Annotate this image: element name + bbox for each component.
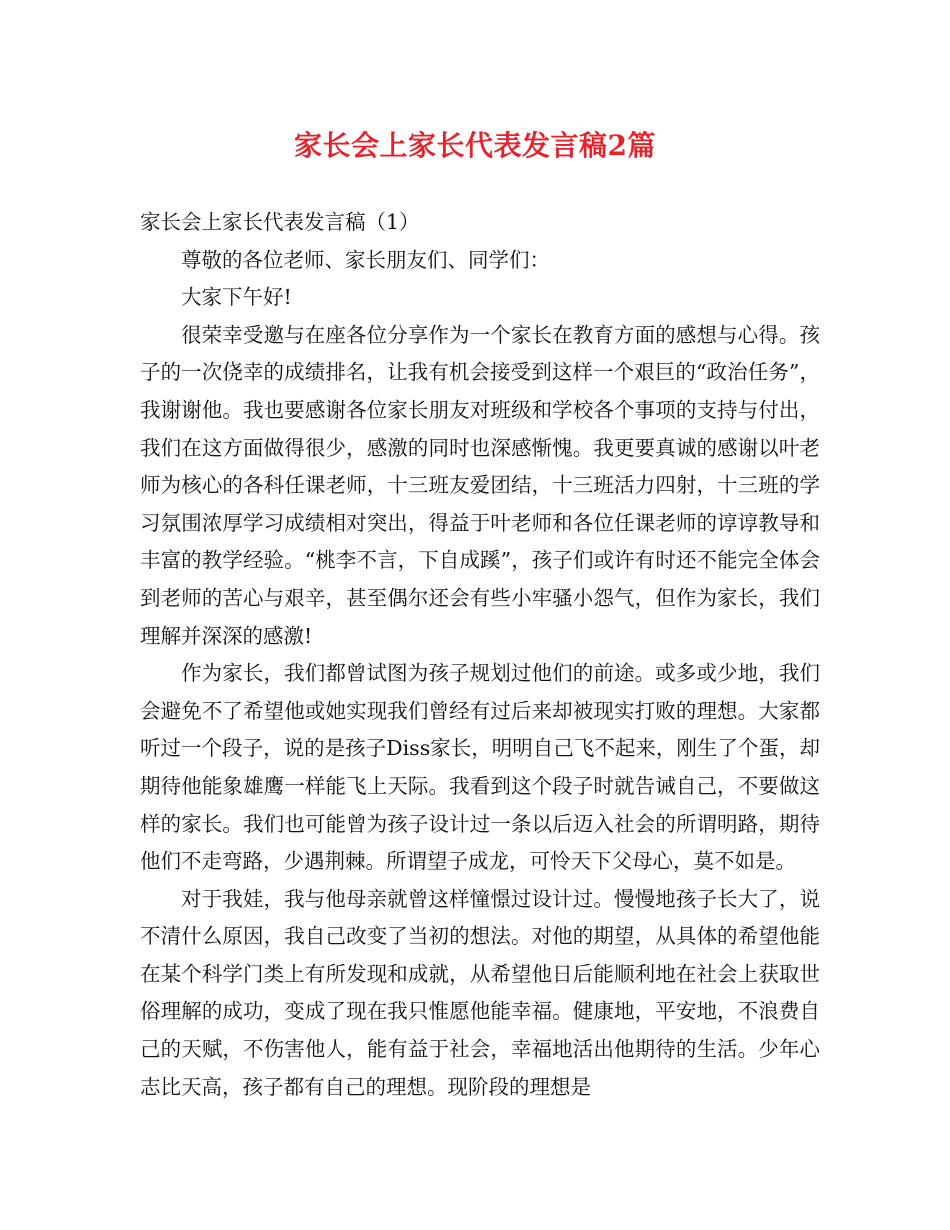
body-paragraph: 大家下午好! [181,285,292,310]
section-heading: 家长会上家长代表发言稿（1） [140,210,420,234]
body-paragraph: 很荣幸受邀与在座各位分享作为一个家长在教育方面的感想与心得。孩子的一次侥幸的成绩排名，让我有机会接受到这样一个艰巨的“政治任务”，我谢谢他。我也要感谢各位家长朋友对班级和学校各个事项的支持与付出，我们在这方面做得很少，感激的同时也深感惭愧。我更要真诚的感谢以叶老师为核心的各科任课老师，十三班友爱团结，十三班活力四射，十三班的学习氛围浓厚学习成绩相对突出，得益于叶老师和各位任课老师的谆谆教导和丰富的教学经验。“桃李不言，下自成蹊”，孩子们或许有时还不能完全体会到老师的苦心与艰辛，甚至偶尔还会有些小牢骚小怨气，但作为家长，我们理解并深深的感激! [140,322,820,648]
body-paragraph: 尊敬的各位老师、家长朋友们、同学们： [181,247,550,272]
document-body [140,204,820,1106]
document-title: 家长会上家长代表发言稿2篇 [294,129,656,162]
body-paragraph: 作为家长，我们都曾试图为孩子规划过他们的前途。或多或少地，我们会避免不了希望他或她实现我们曾经有过后来却被现实打败的理想。大家都听过一个段子，说的是孩子Diss家长，明明自己飞不起来，刚生了个蛋，却期待他能象雄鹰一样能飞上天际。我看到这个段子时就告诫自己，不要做这样的家长。我们也可能曾为孩子设计过一条以后迈入社会的所谓明路，期待他们不走弯路，少遇荆棘。所谓望子成龙，可怜天下父母心，莫不如是。 [140,661,820,874]
body-paragraph: 对于我娃，我与他母亲就曾这样憧憬过设计过。慢慢地孩子长大了，说不清什么原因，我自己改变了当初的想法。对他的期望，从具体的希望他能在某个科学门类上有所发现和成就，从希望他日后能顺利地在社会上获取世俗理解的成功，变成了现在我只惟愿他能幸福。健康地，平安地，不浪费自己的天赋，不伤害他人，能有益于社会，幸福地活出他期待的生活。少年心志比天高，孩子都有自己的理想。现阶段的理想是 [140,886,820,1099]
